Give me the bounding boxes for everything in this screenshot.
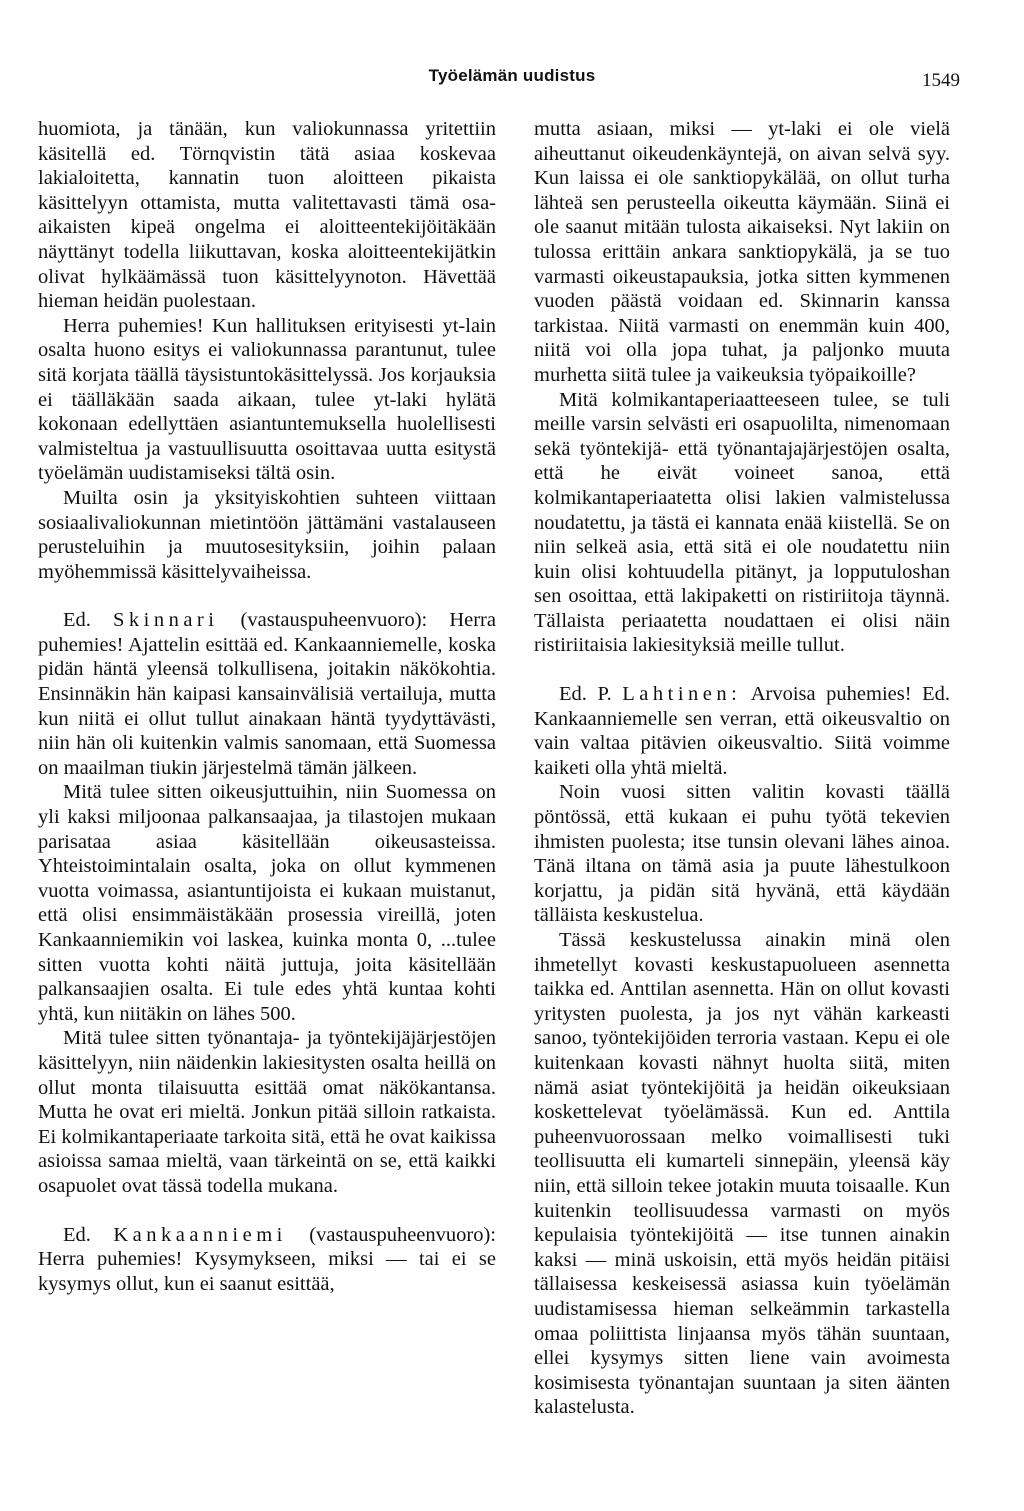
- speaker-prefix: Ed. P.: [559, 683, 612, 706]
- speaker-paragraph: [38, 608, 496, 780]
- paragraph: Tässä keskustelussa ainakin minä olen ihmetellyt kovasti keskustapuolueen asennetta taikka ed. Anttilan asennetta. Hän on ollut kovasti yritysten puolesta, ja jos nyt vähän karkeasti sanoo, työntekijöiden terroria vastaan. Kepu ei ole kuitenkaan kovasti nähnyt huolta siitä, miten nämä asiat työntekijöitä ja heidän oikeuksiaan koskettelevat työelämässä. Kun ed. Anttila puheenvuorossaan melko voimallisesti tuki teollisuutta eli kumarteli sinnepäin, yleensä käy niin, että silloin tekee jotakin muuta toisaalle. Kun kuitenkin teollisuudessa varmasti on myös kepulaisia työntekijöitä — itse tunnen ainakin kaksi — minä uskoisin, että myös heidän pitäisi tällaisessa keskeisessä asiassa kuin työelämän uudistamisessa hieman selkeämmin tarkastella omaa poliittista linjaansa myös tähän suuntaan, ellei kysymys sitten liene vain avoimesta kosimisesta työnantajan suuntaan ja siten äänten kalastelusta.: [534, 929, 950, 1419]
- speaker-name: Skinnari: [112, 609, 219, 632]
- paragraph: Noin vuosi sitten valitin kovasti täällä pöntössä, että kukaan ei puhu työtä tekevien ihmisten puolesta; itse tunsin olevani lähes ainoa. Tänä iltana on tämä asia ja puute lähestulkoon korjattu, ja pidän sitä hyvänä, että käydään tälläista keskustelua.: [534, 781, 950, 927]
- paragraph: Herra puhemies! Kun hallituksen erityisesti yt-lain osalta huono esitys ei valiokunnassa parantunut, tulee sitä korjata täällä täysistuntokäsittelyssä. Jos korjauksia ei täälläkään saada aikaan, tulee yt-laki hylätä kokonaan edellyttäen asiantuntemuksella huolellisesti valmisteltua ja vastuullisuutta osoittavaa uutta esitystä työelämän uudistamiseksi tältä osin.: [38, 314, 496, 485]
- paragraph: Mitä tulee sitten työnantaja- ja työntekijäjärjestöjen käsittelyyn, niin näidenkin lakiesitysten osalta heillä on ollut monta tilaisuutta esittää omat näkökantansa. Mutta he ovat eri mieltä. Jonkun pitää silloin ratkaista. Ei kolmikantaperiaate tarkoita sitä, että he ovat kaikissa asioissa samaa mieltä, vaan tärkeintä on se, että kaikki osapuolet ovat tässä todella mukana.: [38, 1027, 496, 1197]
- speaker-text: Arvoisa puhemies! Ed. Kankaanniemelle sen verran, että oikeusvaltio on vain valtaa pitävien oikeusvaltio. Siitä voimme kaiketi olla yhtä mieltä.: [534, 683, 951, 779]
- speaker-name: Lahtinen:: [622, 683, 742, 706]
- speaker-text: (vastauspuheenvuoro): Herra puhemies! Kysymykseen, miksi — tai ei se kysymys ollut, kun ei saanut esittää,: [38, 1223, 496, 1295]
- page-number: 1549: [922, 70, 960, 91]
- right-column: [534, 117, 950, 1420]
- speaker-prefix: Ed.: [63, 1223, 91, 1246]
- speaker-paragraph: [38, 1223, 496, 1297]
- speaker-name: Kankaanniemi: [113, 1223, 287, 1246]
- speaker-paragraph: [534, 682, 950, 780]
- speaker-prefix: Ed.: [63, 609, 91, 632]
- paragraph: Mitä tulee sitten oikeusjuttuihin, niin Suomessa on yli kaksi miljoonaa palkansaajaa, ja tilastojen mukaan parisataa asiaa käsitellään oikeusasteissa. Yhteistoimintalain osalta, joka on ollut kymmenen vuotta voimassa, asiantuntijoista ei kukaan muistanut, että olisi ensimmäistäkään prosessia vireillä, joten Kankaanniemikin voi laskea, kuinka monta 0, ...tulee sitten vuotta kohti näitä juttuja, joita käsitellään palkansaajien osalta. Ei tule edes yhtä kuntaa kohti yhtä, kun niitäkin on lähes 500.: [38, 781, 496, 1025]
- left-column: [38, 117, 496, 1296]
- paragraph: Muilta osin ja yksityiskohtien suhteen viittaan sosiaalivaliokunnan mietintöön jättämäni vastalauseen perusteluihin ja muutosesityksiin, joihin palaan myöhemmissä käsittelyvaiheissa.: [38, 486, 496, 583]
- paragraph: huomiota, ja tänään, kun valiokunnassa yritettiin käsitellä ed. Törnqvistin tätä asiaa koskevaa lakialoitetta, kannatin tuon aloitteen pikaista käsittelyyn ottamista, mutta valitettavasti tämä osa-aikaisten kipeä ongelma ei aloitteentekijöitäkään näyttänyt todella liikuttavan, koska aloitteentekijätkin olivat hylkäämässä tuon käsittelyynoton. Hävettää hieman heidän puolestaan.: [38, 118, 496, 313]
- running-header-title: Työelämän uudistus: [428, 66, 596, 85]
- paragraph: Mitä kolmikantaperiaatteeseen tulee, se tuli meille varsin selvästi eri osapuolilta, nimenomaan sekä työntekijä- että työnantajajärjestöjen osalta, että he eivät voineet sanoa, että kolmikantaperiaatetta olisi lakien valmistelussa noudatettu, ja tästä ei kannata enää kiistellä. Se on niin selkeä asia, että sitä ei ole noudatettu niin kuin olisi kohtuudella pitänyt, ja lopputuloshan sen osoittaa, että lakipaketti on ristiriitoja täynnä. Tällaista periaatetta noudattaen ei olisi näin ristiriitaisia lakiesityksiä meille tullut.: [534, 388, 950, 657]
- speaker-text: (vastauspuheenvuoro): Herra puhemies! Ajattelin esittää ed. Kankaanniemelle, koska pidän häntä yleensä tolkullisena, joitakin näkökohtia. Ensinnäkin hän kaipasi kansainvälisiä vertailuja, mutta kun niitä ei ollut tullut ainakaan häntä tyydyttävästi, niin hän oli kuitenkin valmis sanomaan, että Suomessa on maailman tiukin järjestelmä tämän jälkeen.: [38, 609, 496, 779]
- paragraph: mutta asiaan, miksi — yt-laki ei ole vielä aiheuttanut oikeudenkäyntejä, on aivan selvä syy. Kun laissa ei ole sanktiopykälää, on ollut turha lähteä sen perusteella oikeutta käymään. Siinä ei ole saanut mitään tulosta aikaiseksi. Nyt lakiin on tulossa erittäin ankara sanktiopykälä, ja se tuo varmasti oikeustapauksia, jotka sitten kymmenen vuoden päästä voidaan ed. Skinnarin kanssa tarkistaa. Niitä varmasti on enemmän kuin 400, niitä voi olla jopa tuhat, ja paljonko muuta murhetta siitä tulee ja vaikeuksia työpaikoille?: [534, 118, 950, 386]
